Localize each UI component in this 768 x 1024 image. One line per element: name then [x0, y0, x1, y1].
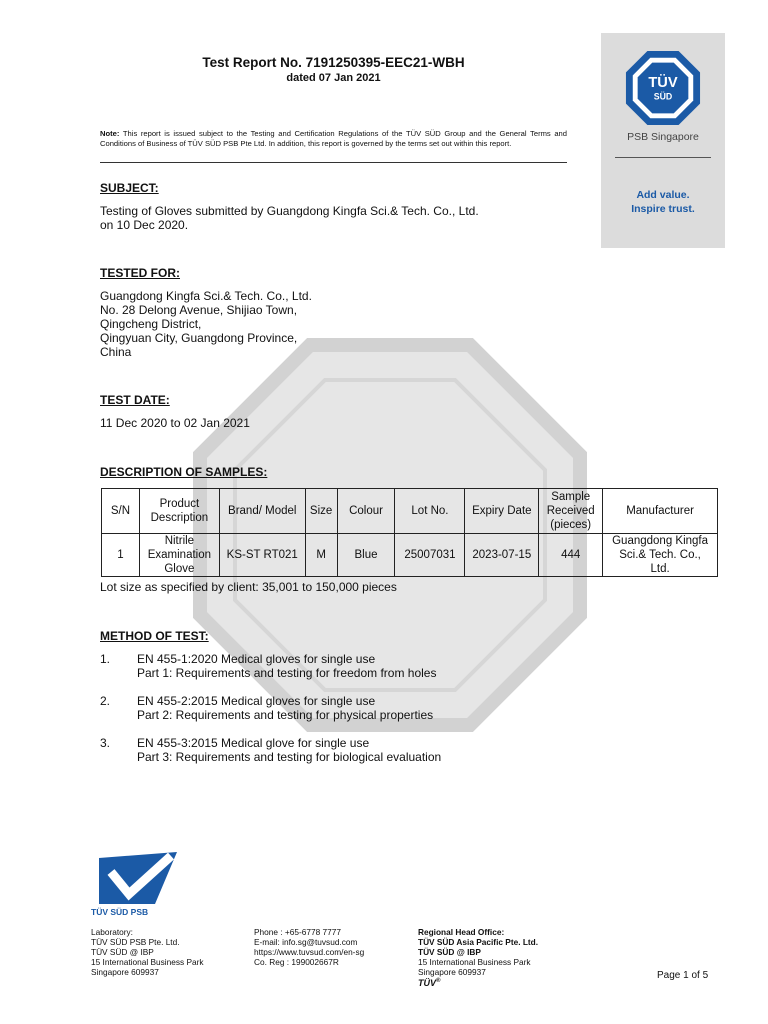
cell-received: 444 [539, 534, 603, 577]
cell-manufacturer-l2: Sci.& Tech. Co., [619, 549, 701, 561]
samples-heading: DESCRIPTION OF SAMPLES: [100, 465, 268, 479]
cell-manufacturer-l3: Ltd. [650, 563, 670, 575]
footer-line: Singapore 609937 [418, 967, 486, 977]
report-date: dated 07 Jan 2021 [286, 72, 381, 84]
tagline-line1: Add value. [636, 189, 690, 201]
cell-product [139, 534, 219, 577]
address-line: China [100, 345, 132, 359]
footer-laboratory [91, 927, 204, 977]
method-item-line1: EN 455-1:2020 Medical gloves for single use [137, 652, 376, 666]
address-line: Guangdong Kingfa Sci.& Tech. Co., Ltd. [100, 289, 312, 303]
cell-manufacturer-l1: Guangdong Kingfa [612, 535, 709, 547]
col-received-l3: (pieces) [550, 519, 592, 531]
footer-logo-label: TÜV SÜD PSB [91, 907, 149, 917]
cell-sn: 1 [102, 534, 140, 577]
footer-line: Laboratory: [91, 927, 133, 937]
note-paragraph [100, 129, 567, 150]
address-line: Qingcheng District, [100, 317, 202, 331]
footer-line: 15 International Business Park [91, 957, 204, 967]
psb-singapore-label: PSB Singapore [627, 131, 699, 143]
method-heading: METHOD OF TEST: [100, 629, 209, 643]
cell-product-l3: Glove [164, 563, 195, 575]
cell-expiry: 2023-07-15 [465, 534, 539, 577]
brand-tagline [601, 188, 725, 216]
logo-text: TÜV [648, 75, 678, 92]
footer-phone: Phone : +65-6778 7777 [254, 927, 341, 937]
lot-size-text: Lot size as specified by client: 35,001 to 150,000 pieces [100, 580, 397, 594]
tuv-sud-logo-icon [624, 49, 702, 127]
report-title: Test Report No. 7191250395-EEC21-WBH [202, 55, 465, 70]
brand-panel [601, 33, 725, 248]
footer-line: 15 International Business Park [418, 957, 531, 967]
tuv-mark-text: TÜV [418, 978, 436, 988]
subject-line1: Testing of Gloves submitted by Guangdong Kingfa Sci.& Tech. Co., Ltd. [100, 204, 479, 218]
col-brand: Brand/ Model [219, 489, 305, 534]
method-item-line2: Part 1: Requirements and testing for freedom from holes [137, 666, 437, 680]
tuv-mark: TÜV® [418, 978, 441, 988]
col-received-l2: Received [546, 505, 595, 517]
brand-divider [615, 157, 711, 158]
method-item-number: 3. [100, 736, 111, 750]
subject-heading: SUBJECT: [100, 181, 159, 195]
cell-manufacturer [603, 534, 718, 577]
note-divider [100, 162, 567, 163]
footer-line: Singapore 609937 [91, 967, 159, 977]
table-row [102, 534, 718, 577]
page-number: Page 1 of 5 [657, 970, 709, 981]
method-item-line2: Part 3: Requirements and testing for biological evaluation [137, 750, 442, 764]
footer-email: E-mail: info.sg@tuvsud.com [254, 937, 358, 947]
col-received-l1: Sample [551, 491, 591, 503]
cell-product-l1: Nitrile [164, 535, 195, 547]
tagline-line2: Inspire trust. [631, 203, 695, 215]
col-lot: Lot No. [395, 489, 465, 534]
footer-line: TÜV SÜD @ IBP [418, 947, 481, 957]
footer-co-reg: Co. Reg : 199002667R [254, 957, 339, 967]
cell-colour: Blue [337, 534, 395, 577]
method-item-number: 2. [100, 694, 111, 708]
test-date-heading: TEST DATE: [100, 393, 170, 407]
subject-text [100, 204, 479, 232]
col-colour: Colour [337, 489, 395, 534]
cell-lot: 25007031 [395, 534, 465, 577]
tested-for-address [100, 289, 312, 359]
footer-regional-office [418, 927, 538, 977]
cell-product-l2: Examination [147, 549, 212, 561]
cell-brand: KS-ST RT021 [219, 534, 305, 577]
address-line: Qingyuan City, Guangdong Province, [100, 331, 298, 345]
method-item-number: 1. [100, 652, 111, 666]
col-expiry: Expiry Date [465, 489, 539, 534]
col-product-l2: Description [150, 512, 209, 524]
col-received [539, 489, 603, 534]
method-item-line1: EN 455-2:2015 Medical gloves for single use [137, 694, 376, 708]
col-size: Size [305, 489, 337, 534]
samples-table [101, 488, 718, 577]
note-text: This report is issued subject to the Testing and Certification Regulations of the TÜV SÜD Group and the General Terms and Conditions of Business of TÜV SÜD PSB Pte Ltd. In addition, this report is governed by the terms set out within this report. [100, 129, 567, 149]
method-item-line2: Part 2: Requirements and testing for physical properties [137, 708, 434, 722]
address-line: No. 28 Delong Avenue, Shijiao Town, [100, 303, 298, 317]
col-manufacturer: Manufacturer [603, 489, 718, 534]
footer-line: TÜV SÜD PSB Pte. Ltd. [91, 937, 180, 947]
col-product-l1: Product [159, 498, 200, 510]
cell-size: M [305, 534, 337, 577]
footer-contact [254, 927, 364, 967]
method-item-line1: EN 455-3:2015 Medical glove for single use [137, 736, 370, 750]
footer-website-link[interactable]: https://www.tuvsud.com/en-sg [254, 947, 365, 957]
note-label: Note: [100, 129, 120, 138]
logo-sub-text: SÜD [653, 91, 673, 102]
col-sn: S/N [102, 489, 140, 534]
subject-line2: on 10 Dec 2020. [100, 218, 189, 232]
table-header-row [102, 489, 718, 534]
tested-for-heading: TESTED FOR: [100, 266, 180, 280]
col-product [139, 489, 219, 534]
test-date-value: 11 Dec 2020 to 02 Jan 2021 [100, 416, 250, 430]
footer-regional-label: Regional Head Office: [418, 927, 505, 937]
footer-line: TÜV SÜD Asia Pacific Pte. Ltd. [418, 937, 539, 947]
footer-line: TÜV SÜD @ IBP [91, 947, 154, 957]
